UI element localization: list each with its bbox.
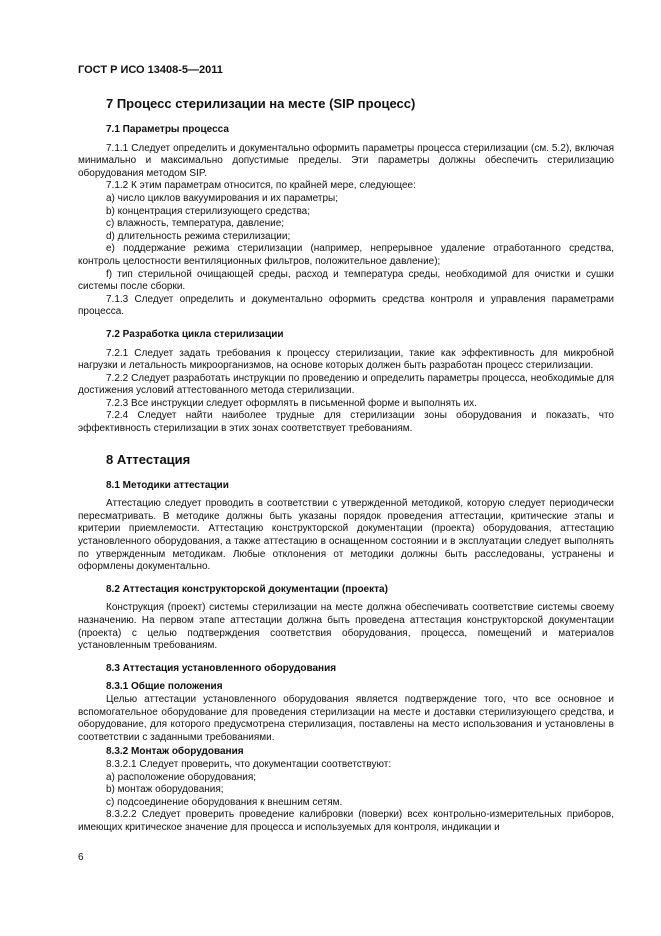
section-8-1-title: 8.1 Методики аттестации (106, 479, 229, 491)
list-item-e: е) поддержание режима стерилизации (например, непрерывное удаление отработанного средства, контроль целостности вентиляционных фильтров, положительное давление); (78, 243, 614, 267)
paragraph-7-2-2: 7.2.2 Следует разработать инструкции по проведению и определить параметры процесса, необходимые для достижения условий аттестованного метода стерилизации. (78, 372, 614, 397)
list-item-f: f) тип стерильной очищающей среды, расход и температура среды, необходимой для очистки и сушки системы после сборки. (78, 268, 614, 293)
section-7-title: 7 Процесс стерилизации на месте (SIP процесс) (106, 96, 416, 111)
paragraph-7-1-3: 7.1.3 Следует определить и документально оформить средства контроля и управления параметрами процесса. (78, 293, 614, 318)
paragraph-8-2: Конструкция (проект) системы стерилизации на месте должна обеспечивать соответствие системы своему назначению. На первом этапе аттестации должна быть проведена аттестация конструкторской документации (проекта) с целью подтверждения соответствия оборудования, процесса, помещений и материалов установленным требованиям. (78, 602, 614, 652)
paragraph-8-3-1: Целью аттестации установленного оборудования является подтверждение того, что все основное и вспомогательное оборудование для проведения стерилизации на месте и доставки стерилизующего средства, и оборудование, для которого предусмотрена стерилизация, поставлены на место использования и установлены в соответствии с заданными требованиями. (78, 693, 614, 743)
list-item-d: d) длительность режима стерилизации; (106, 230, 291, 242)
paragraph-7-1-2: 7.1.2 К этим параметрам относится, по крайней мере, следующее: (106, 180, 416, 192)
section-8-3-title: 8.3 Аттестация установленного оборудования (106, 662, 337, 674)
section-8-3-1-title: 8.3.1 Общие положения (106, 681, 223, 693)
section-8-title: 8 Аттестация (106, 451, 191, 467)
list-item-b: b) концентрация стерилизующего средства; (106, 205, 311, 217)
document-header: ГОСТ Р ИСО 13408-5—2011 (78, 64, 223, 76)
list-item-8-c: с) подсоединение оборудования к внешним сетям. (106, 796, 343, 808)
paragraph-7-2-1: 7.2.1 Следует задать требования к процессу стерилизации, такие как эффективность для микробной нагрузки и летальность микроорганизмов, на основе которых должен быть разработан процесс стерилизации. (78, 347, 614, 372)
paragraph-7-1-1: 7.1.1 Следует определить и документально оформить параметры процесса стерилизации (см. 5.2), включая минимально и максимально допустимые пределы. Эти параметры должны обеспечить стерилизацию оборудования методом SIP. (78, 142, 614, 179)
paragraph-7-2-3: 7.2.3 Все инструкции следует оформлять в письменной форме и выполнять их. (106, 397, 477, 409)
paragraph-8-3-2-2: 8.3.2.2 Следует проверить проведение калибровки (поверки) всех контрольно-измерительных приборов, имеющих критическое значение для процесса и используемых для контроля, индикации и (78, 809, 614, 833)
document-body (78, 88, 614, 835)
paragraph-8-1: Аттестацию следует проводить в соответствии с утвержденной методикой, которую следует периодически пересматривать. В методике должны быть указаны порядок проведения аттестации, критические этапы и критерии приемлемости. Аттестацию конструкторской документации (проекта) оборудования, аттестацию установленного оборудования, а также аттестацию в оснащенном состоянии и в эксплуатации следует выполнять по утвержденным методикам. Любые отклонения от методики должны быть расследованы, устранены и оформлены документально. (78, 498, 614, 573)
section-7-1-title: 7.1 Параметры процесса (106, 124, 229, 135)
paragraph-8-3-2-1: 8.3.2.1 Следует проверить, что документации соответствуют: (106, 758, 392, 770)
list-item-a: а) число циклов вакуумирования и их параметры; (106, 192, 338, 204)
section-8-3-2-title: 8.3.2 Монтаж оборудования (106, 746, 244, 758)
list-item-c: с) влажность, температура, давление; (106, 218, 285, 230)
list-item-8-b: b) монтаж оборудования; (106, 784, 224, 796)
section-7-2-title: 7.2 Разработка цикла стерилизации (106, 328, 284, 340)
section-8-2-title: 8.2 Аттестация конструкторской документации (проекта) (106, 583, 388, 595)
list-item-8-a: а) расположение оборудования; (106, 771, 257, 783)
paragraph-7-2-4: 7.2.4 Следует найти наиболее трудные для стерилизации зоны оборудования и показать, что эффективность стерилизации в этих зонах соответствует требованиям. (78, 410, 614, 435)
page-number: 6 (78, 852, 84, 863)
